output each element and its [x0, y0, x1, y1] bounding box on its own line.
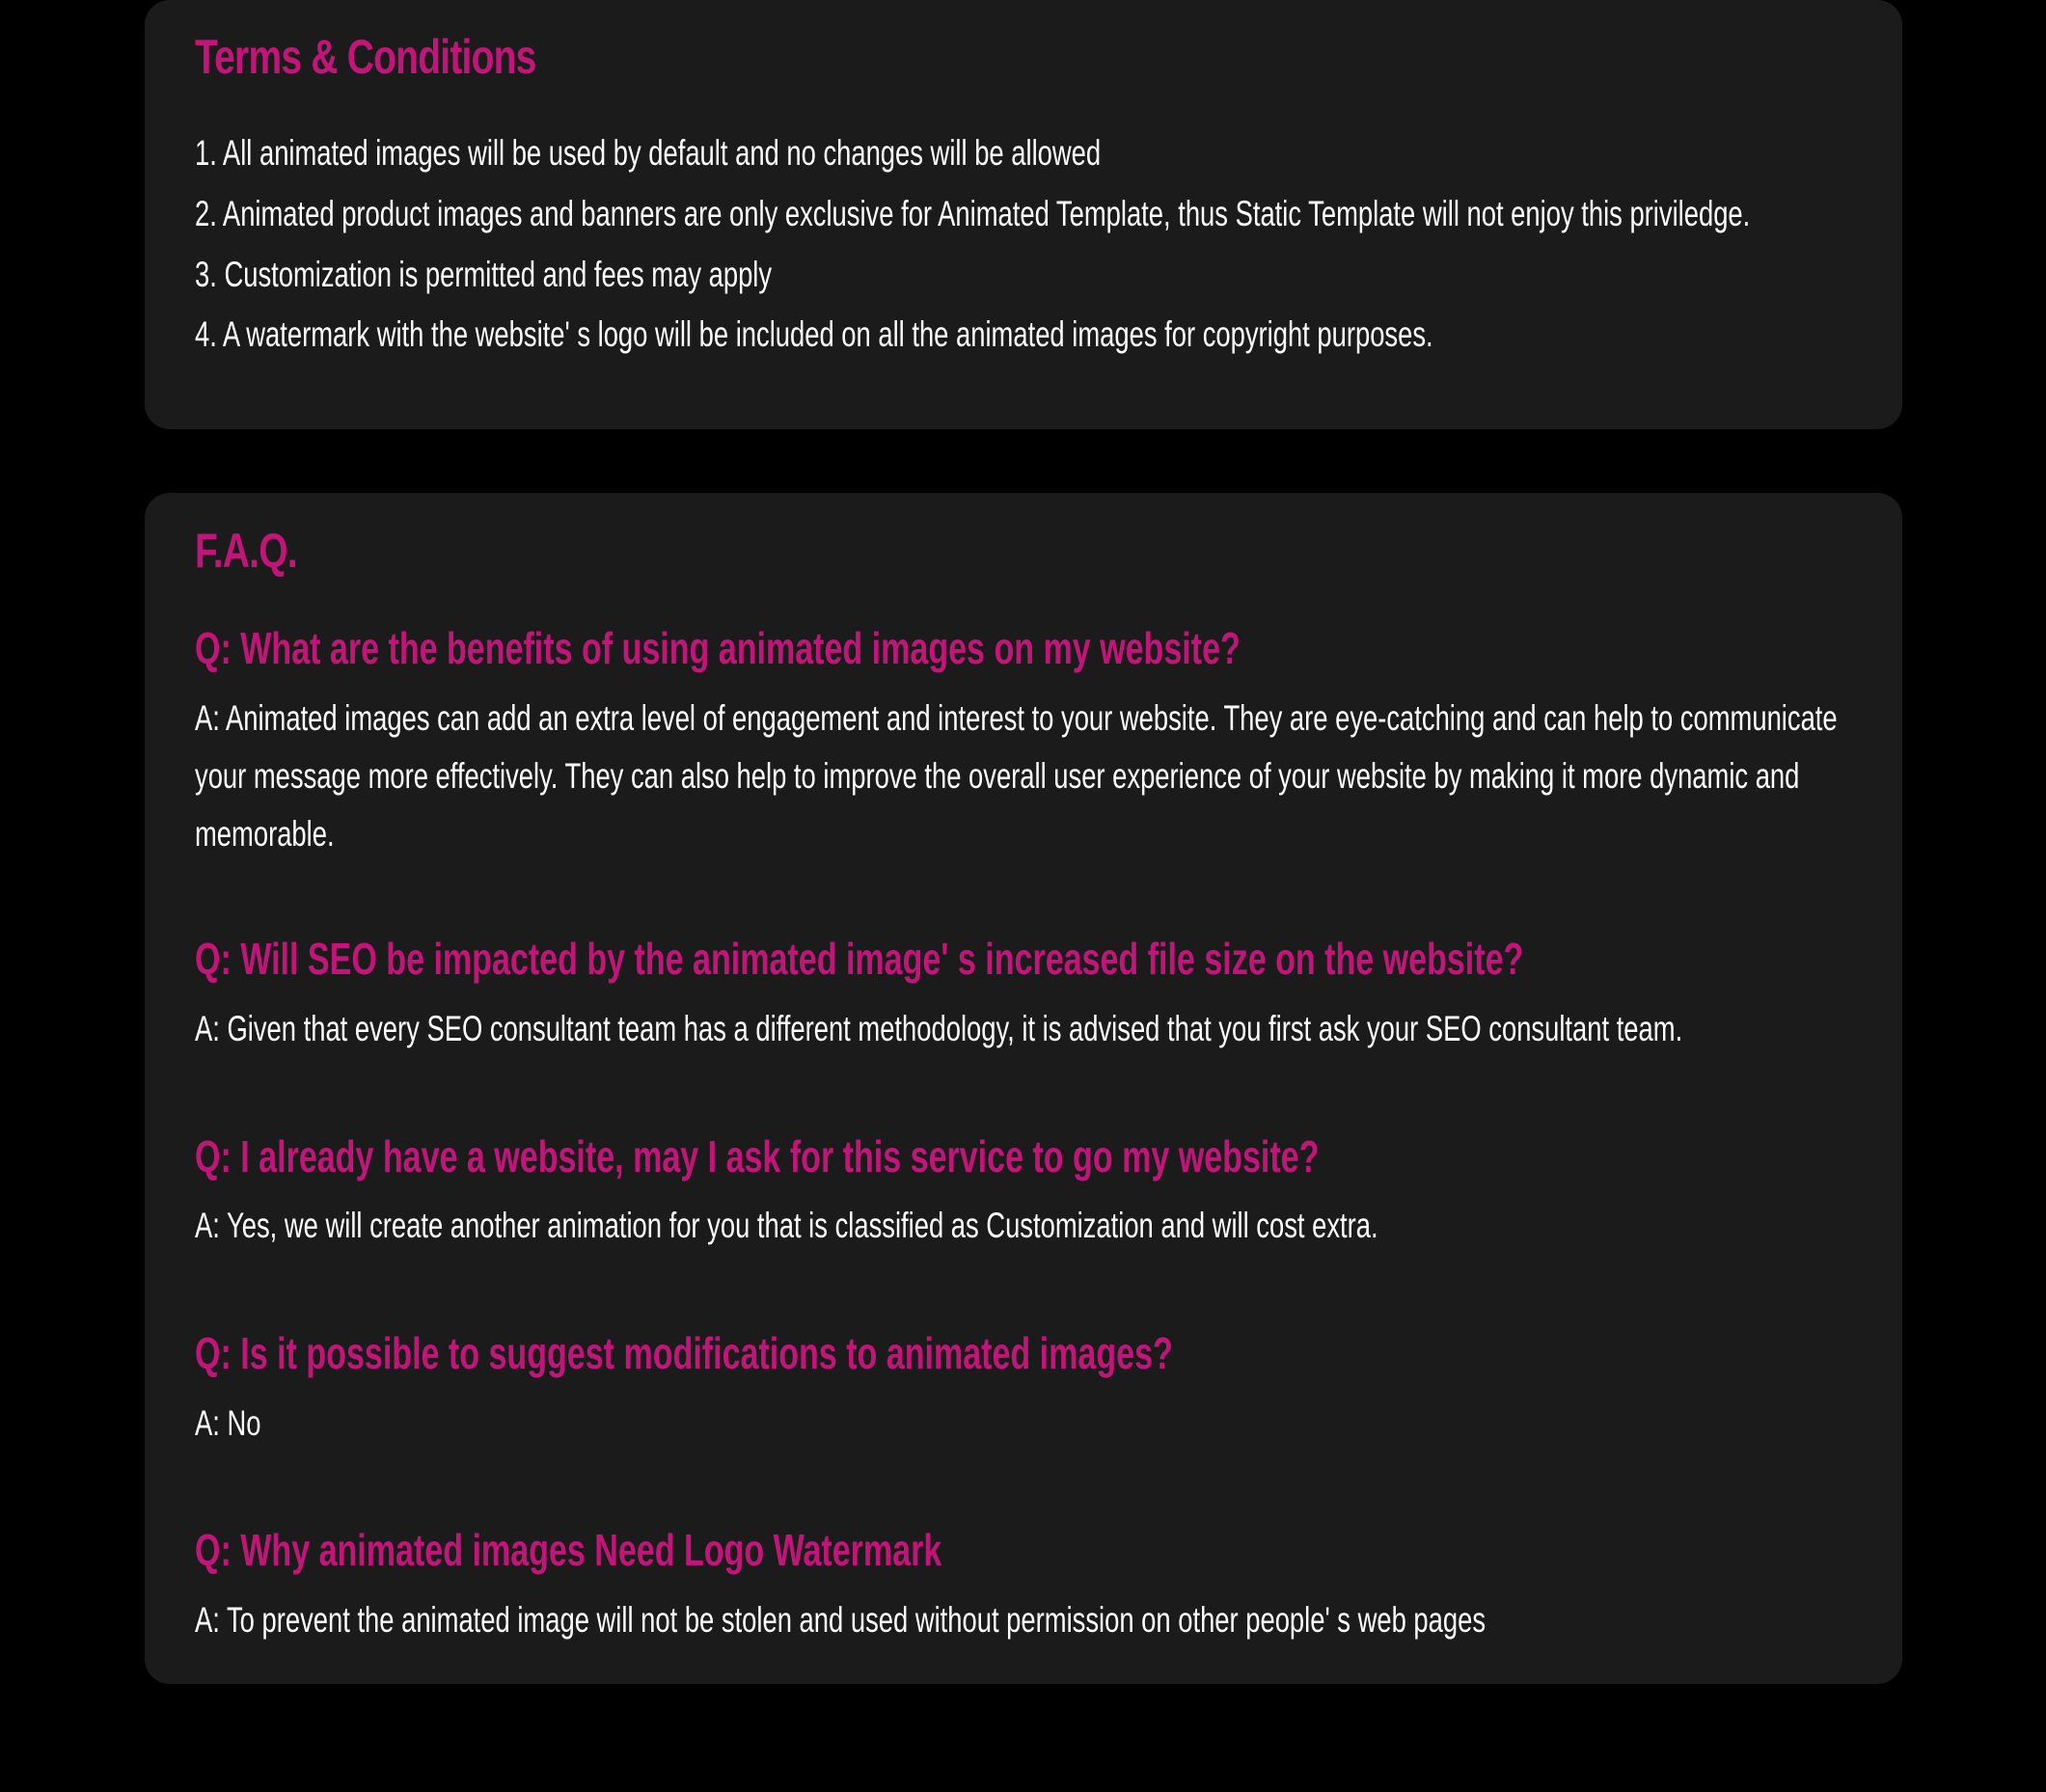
- faq-question: Q: Will SEO be impacted by the animated image' s increased file size on the website?: [195, 934, 1524, 984]
- faq-question: Q: I already have a website, may I ask for this service to go my website?: [195, 1131, 1320, 1181]
- terms-title: Terms & Conditions: [195, 30, 536, 84]
- faq-question: Q: Is it possible to suggest modifications to animated images?: [195, 1328, 1173, 1378]
- terms-item: 3. Customization is permitted and fees may apply: [195, 255, 773, 294]
- terms-item: 2. Animated product images and banners are only exclusive for Animated Template, thus Static Template will not enjoy this priviledge.: [195, 194, 1751, 233]
- faq-answer: A: No: [195, 1403, 261, 1443]
- faq-question: Q: What are the benefits of using animated images on my website?: [195, 623, 1241, 673]
- faq-answer: A: Animated images can add an extra level of engagement and interest to your website. They are eye-catching and can help to communicate your message more effectively. They can also help to improve the overall user experience of your website by making it more dynamic and memorable.: [195, 698, 1838, 854]
- faq-answer: A: Given that every SEO consultant team has a different methodology, it is advised that you first ask your SEO consultant team.: [195, 1009, 1683, 1048]
- faq-answer: A: Yes, we will create another animation for you that is classified as Customization and will cost extra.: [195, 1206, 1378, 1245]
- faq-answer: A: To prevent the animated image will not be stolen and used without permission on other people' s web pages: [195, 1600, 1487, 1640]
- faq-question: Q: Why animated images Need Logo Watermark: [195, 1525, 942, 1575]
- faq-title: F.A.Q.: [195, 524, 297, 578]
- terms-item: 4. A watermark with the website' s logo will be included on all the animated images for copyright purposes.: [195, 314, 1433, 354]
- terms-item: 1. All animated images will be used by default and no changes will be allowed: [195, 133, 1102, 173]
- terms-card: [145, 0, 1902, 429]
- faq-card: [145, 493, 1902, 1684]
